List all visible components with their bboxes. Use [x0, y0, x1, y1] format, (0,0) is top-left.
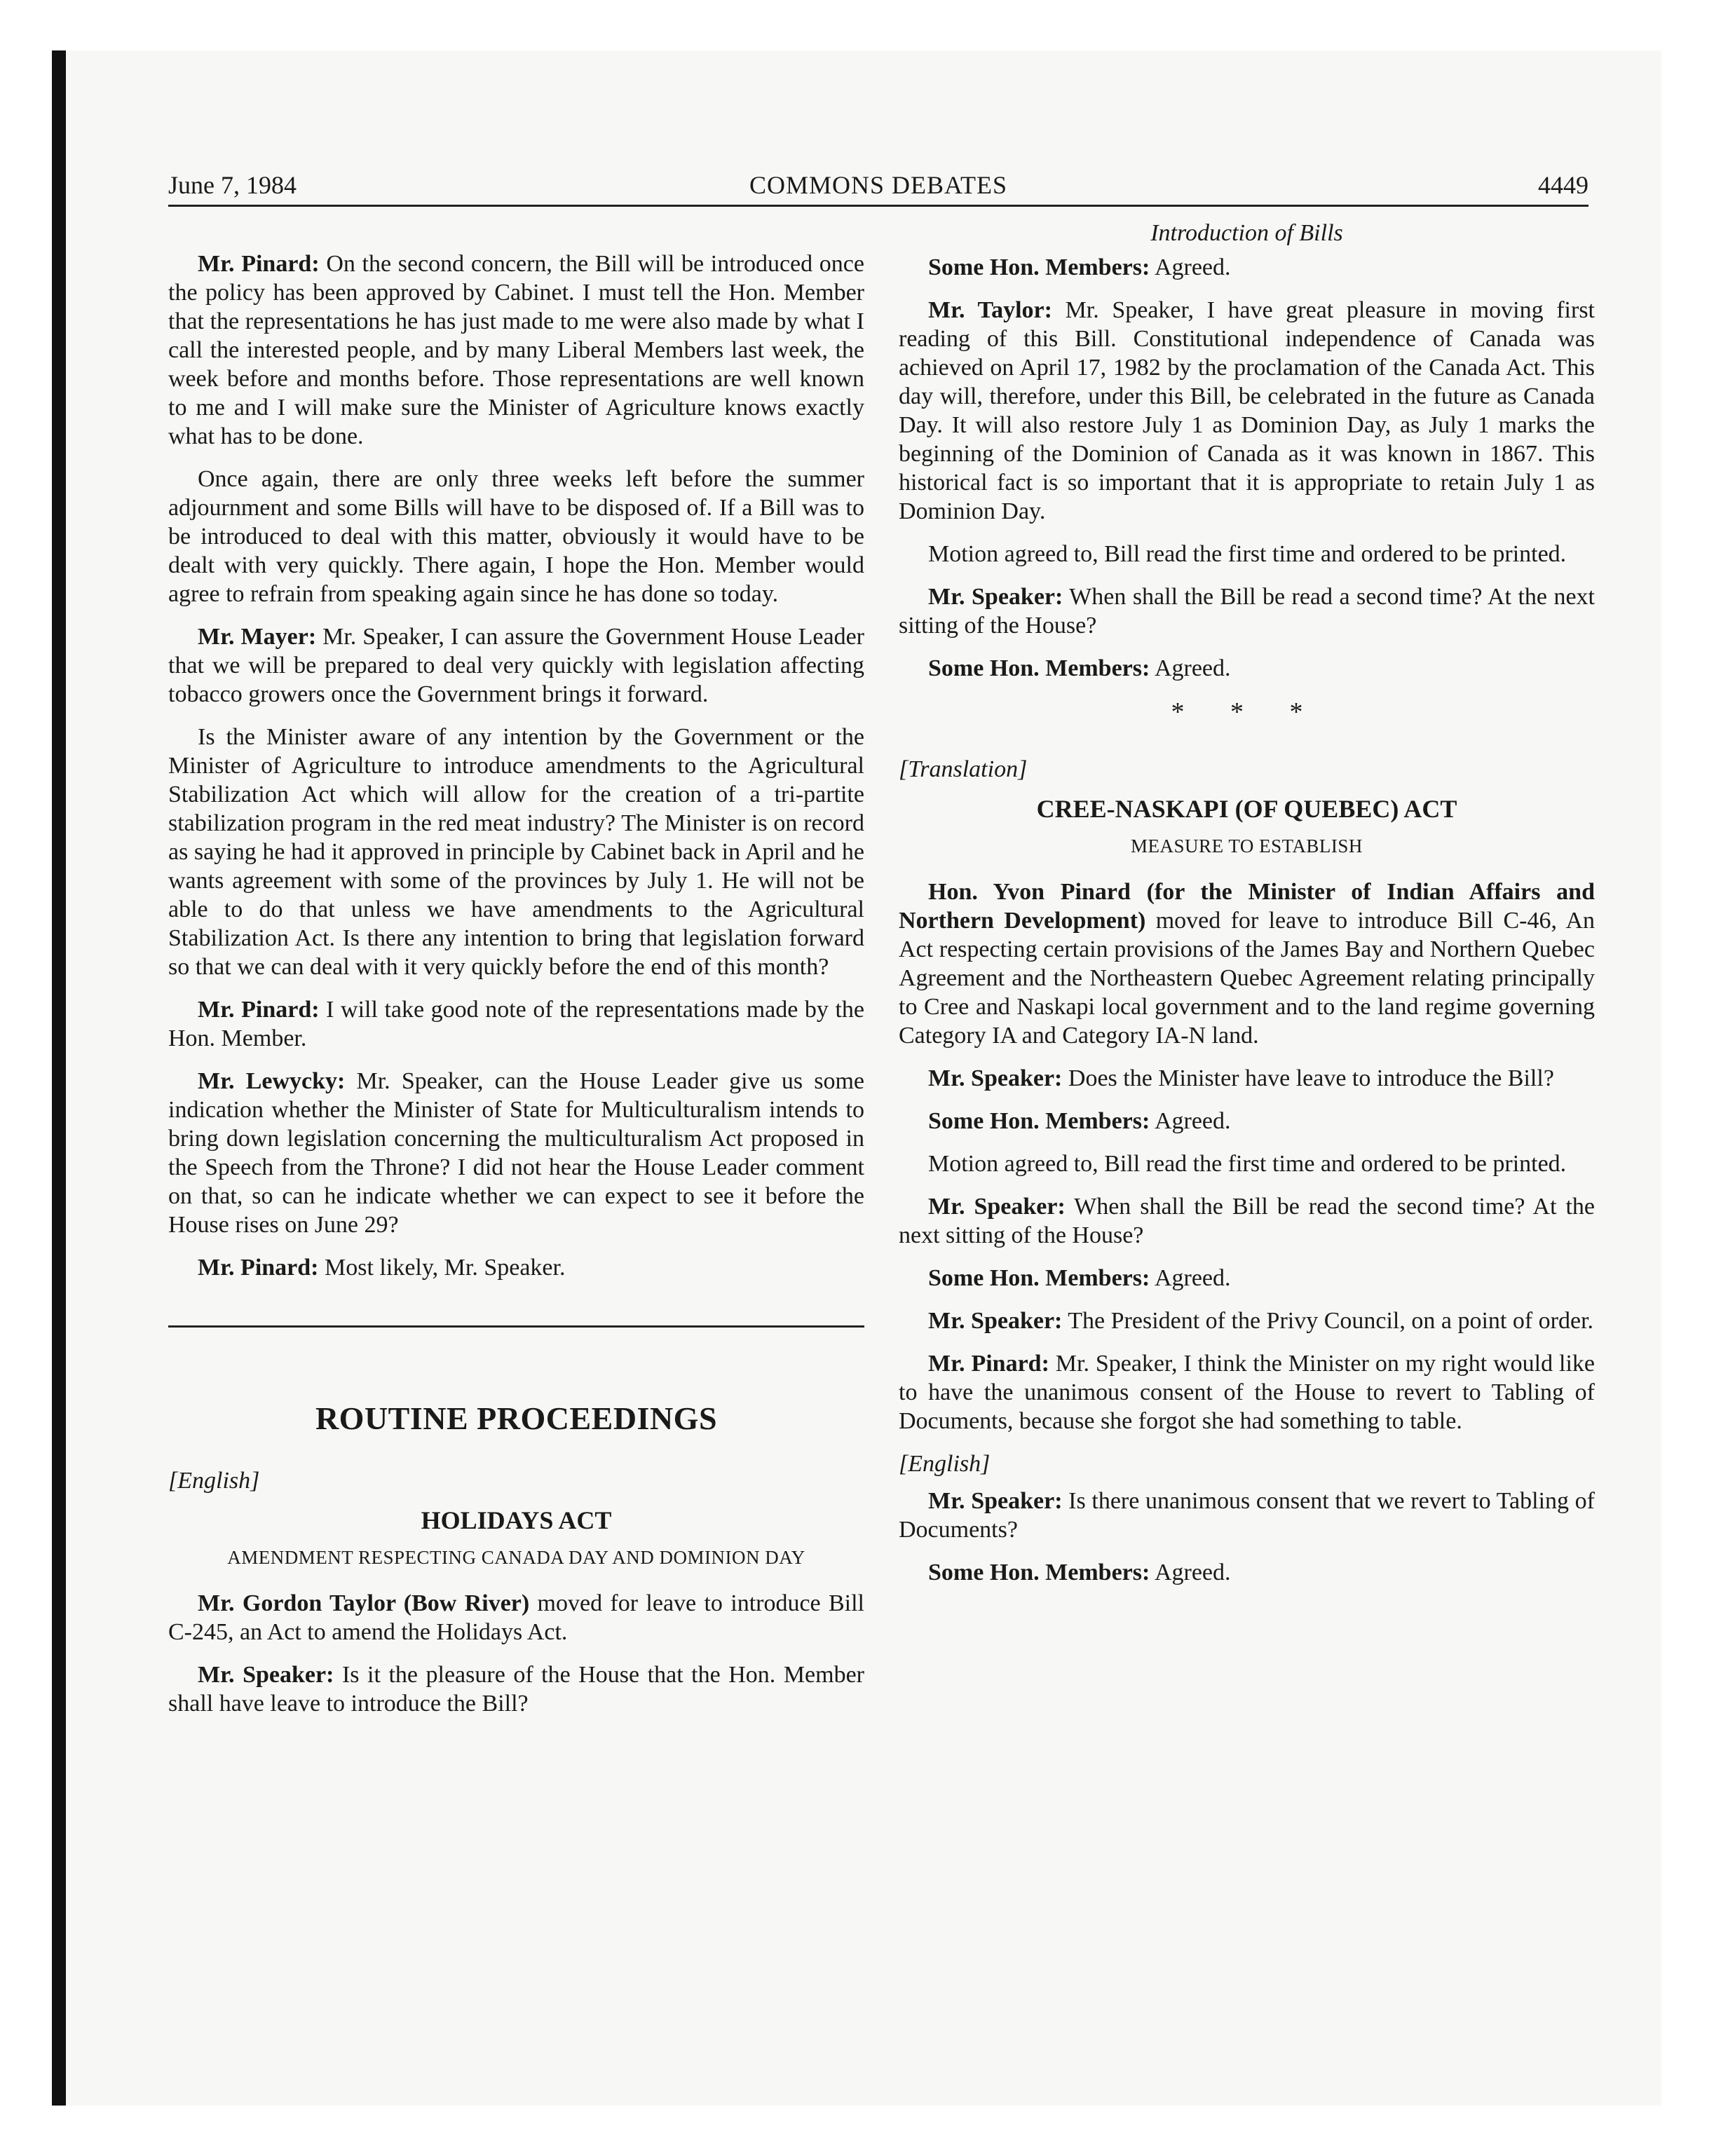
paragraph	[899, 582, 1595, 640]
speech-text: When shall the Bill be read a second time? At the next sitting of the House?	[899, 584, 1595, 639]
paragraph	[168, 1660, 864, 1718]
speech-text: moved for leave to introduce Bill C-46, An Act respecting certain provisions of the James Bay and Northern Quebec Agreement and the Northeastern Quebec Agreement relating principally to Cree and Naskapi local government and to the land regime governing Category IA and Category IA-N land.	[899, 908, 1595, 1049]
paragraph	[899, 878, 1595, 1050]
header-page-number: 4449	[1538, 171, 1588, 199]
bill-title: HOLIDAYS ACT	[421, 1506, 612, 1534]
paragraph	[168, 1589, 864, 1646]
paragraph	[899, 1064, 1595, 1093]
speaker-name: Some Hon. Members:	[928, 1265, 1150, 1291]
header-date: June 7, 1984	[168, 171, 297, 199]
speaker-name: Some Hon. Members:	[928, 254, 1150, 280]
header-publication: COMMONS DEBATES	[749, 171, 1008, 199]
paragraph	[899, 1192, 1595, 1250]
speaker-name: Mr. Mayer:	[198, 624, 317, 650]
language-tag: [English]	[168, 1468, 260, 1494]
speaker-name: Mr. Speaker:	[928, 584, 1063, 610]
speech-text: I will take good note of the representations made by the Hon. Member.	[168, 997, 864, 1051]
paragraph	[899, 654, 1595, 683]
paragraph	[168, 250, 864, 451]
bill-title: CREE-NASKAPI (OF QUEBEC) ACT	[1036, 795, 1457, 823]
scan-edge	[52, 50, 66, 2106]
speaker-name: Mr. Speaker:	[928, 1308, 1063, 1334]
speaker-name: Mr. Taylor:	[928, 297, 1052, 323]
speaker-name: Hon. Yvon Pinard (for the Minister of Indian Affairs and Northern Development)	[899, 879, 1595, 934]
paragraph	[899, 1306, 1595, 1335]
bill-subtitle: AMENDMENT RESPECTING CANADA DAY AND DOMINION DAY	[227, 1547, 805, 1568]
paragraph	[899, 1107, 1595, 1135]
speaker-name: Some Hon. Members:	[928, 1560, 1150, 1585]
speech-text: Mr. Speaker, I can assure the Government House Leader that we will be prepared to deal very quickly with legislation affecting tobacco growers once the Government brings it forward.	[168, 624, 864, 707]
speech-text: Agreed.	[1150, 655, 1231, 681]
speaker-name: Mr. Pinard:	[198, 997, 320, 1023]
speech-text: moved for leave to introduce Bill C-245, an Act to amend the Holidays Act.	[168, 1590, 864, 1645]
paragraph	[168, 1253, 864, 1282]
paragraph	[899, 296, 1595, 526]
paragraph	[168, 995, 864, 1053]
speech-text: Agreed.	[1150, 1108, 1231, 1134]
page-header	[168, 170, 1588, 207]
speech-text: Does the Minister have leave to introduce the Bill?	[1062, 1065, 1554, 1091]
left-column	[168, 250, 864, 1732]
speech-text: Agreed.	[1150, 254, 1231, 280]
speech-text: Mr. Speaker, I have great pleasure in moving first reading of this Bill. Constitutional independence of Canada was achieved on April 17, 1982 by the proclamation of the Canada Act. This day will, therefore, under this Bill, be celebrated in the future as Canada Day. It will also restore July 1 as Dominion Day, as July 1 marks the beginning of the Dominion of Canada as it was known in 1867. This historical fact is so important that it is appropriate to retain July 1 as Dominion Day.	[899, 297, 1595, 524]
speaker-name: Mr. Pinard:	[198, 251, 320, 277]
paragraph: Is the Minister aware of any intention by the Government or the Minister of Agriculture to introduce amendments to the Agricultural Stabilization Act which will allow for the creation of a tri-partite stabilization program in the red meat industry? The Minister is on record as saying he had it approved in principle by Cabinet back in April and he wants agreement with some of the provinces by July 1. He will not be able to do that unless we have amendments to the Agricultural Stabilization Act. Is there any intention to bring that legislation forward so that we can deal with it very quickly before the end of this month?	[168, 724, 864, 980]
speech-text: Mr. Speaker, can the House Leader give us some indication whether the Minister of State for Multiculturalism intends to bring down legislation concerning the multiculturalism Act proposed in the Speech from the Throne? I did not hear the House Leader comment on that, so can he indicate whether we can expect to see it before the House rises on June 29?	[168, 1068, 864, 1238]
speaker-name: Mr. Lewycky:	[198, 1068, 346, 1094]
paragraph	[168, 1067, 864, 1239]
speech-text: Most likely, Mr. Speaker.	[318, 1255, 566, 1281]
speech-text: Is there unanimous consent that we revert to Tabling of Documents?	[899, 1488, 1595, 1543]
paragraph: Motion agreed to, Bill read the first time and ordered to be printed.	[928, 1151, 1567, 1177]
paragraph	[899, 1487, 1595, 1544]
speaker-name: Mr. Speaker:	[928, 1065, 1063, 1091]
paragraph	[168, 622, 864, 709]
paragraph	[899, 1264, 1595, 1292]
speaker-name: Mr. Pinard:	[928, 1351, 1049, 1377]
speech-text: Mr. Speaker, I think the Minister on my right would like to have the unanimous consent of the House to revert to Tabling of Documents, because she forgot she had something to table.	[899, 1351, 1595, 1434]
paragraph	[899, 1558, 1595, 1587]
speech-text: Is it the pleasure of the House that the Hon. Member shall have leave to introduce the Bill?	[168, 1662, 864, 1717]
right-column	[899, 219, 1595, 1601]
speech-text: On the second concern, the Bill will be introduced once the policy has been approved by Cabinet. I must tell the Hon. Member that the representations he has just made to me were also made by what I call the interested people, and by many Liberal Members last week, the week before and months before. Those representations are well known to me and I will make sure the Minister of Agriculture knows exactly what has to be done.	[168, 251, 864, 449]
paragraph	[899, 253, 1595, 282]
paragraph: Motion agreed to, Bill read the first time and ordered to be printed.	[928, 541, 1567, 567]
speaker-name: Mr. Speaker:	[928, 1488, 1063, 1514]
speech-text: Agreed.	[1150, 1265, 1231, 1291]
speaker-name: Some Hon. Members:	[928, 655, 1150, 681]
speaker-name: Mr. Gordon Taylor (Bow River)	[198, 1590, 530, 1616]
speech-text: Agreed.	[1150, 1560, 1231, 1585]
speech-text: When shall the Bill be read the second time? At the next sitting of the House?	[899, 1194, 1595, 1248]
bill-subtitle: MEASURE TO ESTABLISH	[1131, 835, 1363, 857]
paragraph	[899, 1349, 1595, 1435]
section-title: ROUTINE PROCEEDINGS	[315, 1400, 718, 1436]
running-head: Introduction of Bills	[1150, 220, 1343, 246]
speaker-name: Mr. Speaker:	[198, 1662, 334, 1688]
section-divider	[168, 1325, 864, 1328]
speaker-name: Mr. Pinard:	[198, 1255, 319, 1281]
paragraph: Once again, there are only three weeks left before the summer adjournment and some Bills will have to be disposed of. If a Bill was to be introduced to deal with this matter, obviously it would have to be dealt with very quickly. There again, I hope the Hon. Member would agree to refrain from speaking again since he has done so today.	[168, 466, 864, 607]
language-tag: [English]	[899, 1451, 991, 1477]
speaker-name: Some Hon. Members:	[928, 1108, 1150, 1134]
language-tag: [Translation]	[899, 756, 1028, 782]
section-stars: * * *	[1171, 697, 1323, 727]
speech-text: The President of the Privy Council, on a point of order.	[1062, 1308, 1594, 1334]
speaker-name: Mr. Speaker:	[928, 1194, 1066, 1220]
